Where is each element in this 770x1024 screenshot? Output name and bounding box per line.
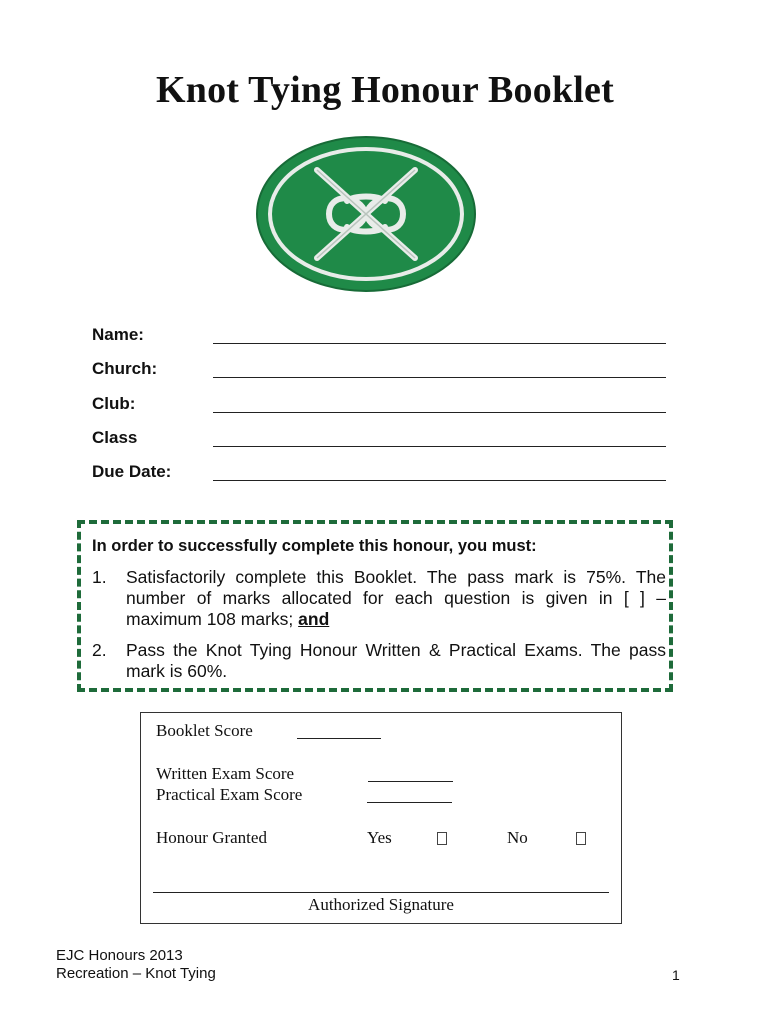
church-input-line[interactable] (213, 377, 666, 378)
page-number: 1 (672, 967, 680, 983)
honour-granted-label: Honour Granted (156, 828, 267, 847)
score-box (140, 712, 622, 924)
field-label: Church: (92, 359, 158, 378)
yes-checkbox[interactable] (437, 832, 447, 845)
requirement-number: 1. (92, 567, 107, 587)
footer-line-2: Recreation – Knot Tying (56, 965, 216, 982)
footer-line-1: EJC Honours 2013 (56, 947, 183, 964)
practical-exam-score-field[interactable] (367, 802, 452, 803)
form-field-club[interactable] (92, 394, 666, 418)
requirement-number: 2. (92, 640, 107, 660)
field-label: Name: (92, 325, 144, 344)
form-field-class[interactable] (92, 428, 666, 452)
field-label: Club: (92, 394, 136, 413)
due-date-input-line[interactable] (213, 480, 666, 481)
booklet-score-label: Booklet Score (156, 721, 253, 740)
knot-badge-icon (255, 135, 477, 293)
no-checkbox[interactable] (576, 832, 586, 845)
name-input-line[interactable] (213, 343, 666, 344)
club-input-line[interactable] (213, 412, 666, 413)
page-title: Knot Tying Honour Booklet (156, 69, 614, 111)
requirement-text: Pass the Knot Tying Honour Written & Practical Exams. The pass mark is 60%. (126, 640, 666, 681)
requirement-text: Satisfactorily complete this Booklet. The pass mark is 75%. The number of marks allocated for each question is given in [ ] – maximum 108 marks; and (126, 567, 666, 629)
yes-label: Yes (367, 828, 392, 847)
written-exam-score-field[interactable] (368, 781, 453, 782)
field-label: Due Date: (92, 462, 172, 481)
field-label: Class (92, 428, 138, 447)
requirements-heading: In order to successfully complete this honour, you must: (92, 537, 537, 555)
authorized-signature-label: Authorized Signature (308, 895, 454, 914)
no-label: No (507, 828, 528, 847)
written-exam-score-label: Written Exam Score (156, 764, 295, 783)
requirement-emphasis: and (298, 609, 330, 629)
booklet-score-field[interactable] (297, 738, 381, 739)
signature-line[interactable] (153, 892, 609, 893)
form-field-church[interactable] (92, 359, 666, 383)
class-input-line[interactable] (213, 446, 666, 447)
form-field-due-date[interactable] (92, 462, 666, 486)
form-field-name[interactable] (92, 325, 666, 349)
practical-exam-score-label: Practical Exam Score (156, 785, 303, 804)
